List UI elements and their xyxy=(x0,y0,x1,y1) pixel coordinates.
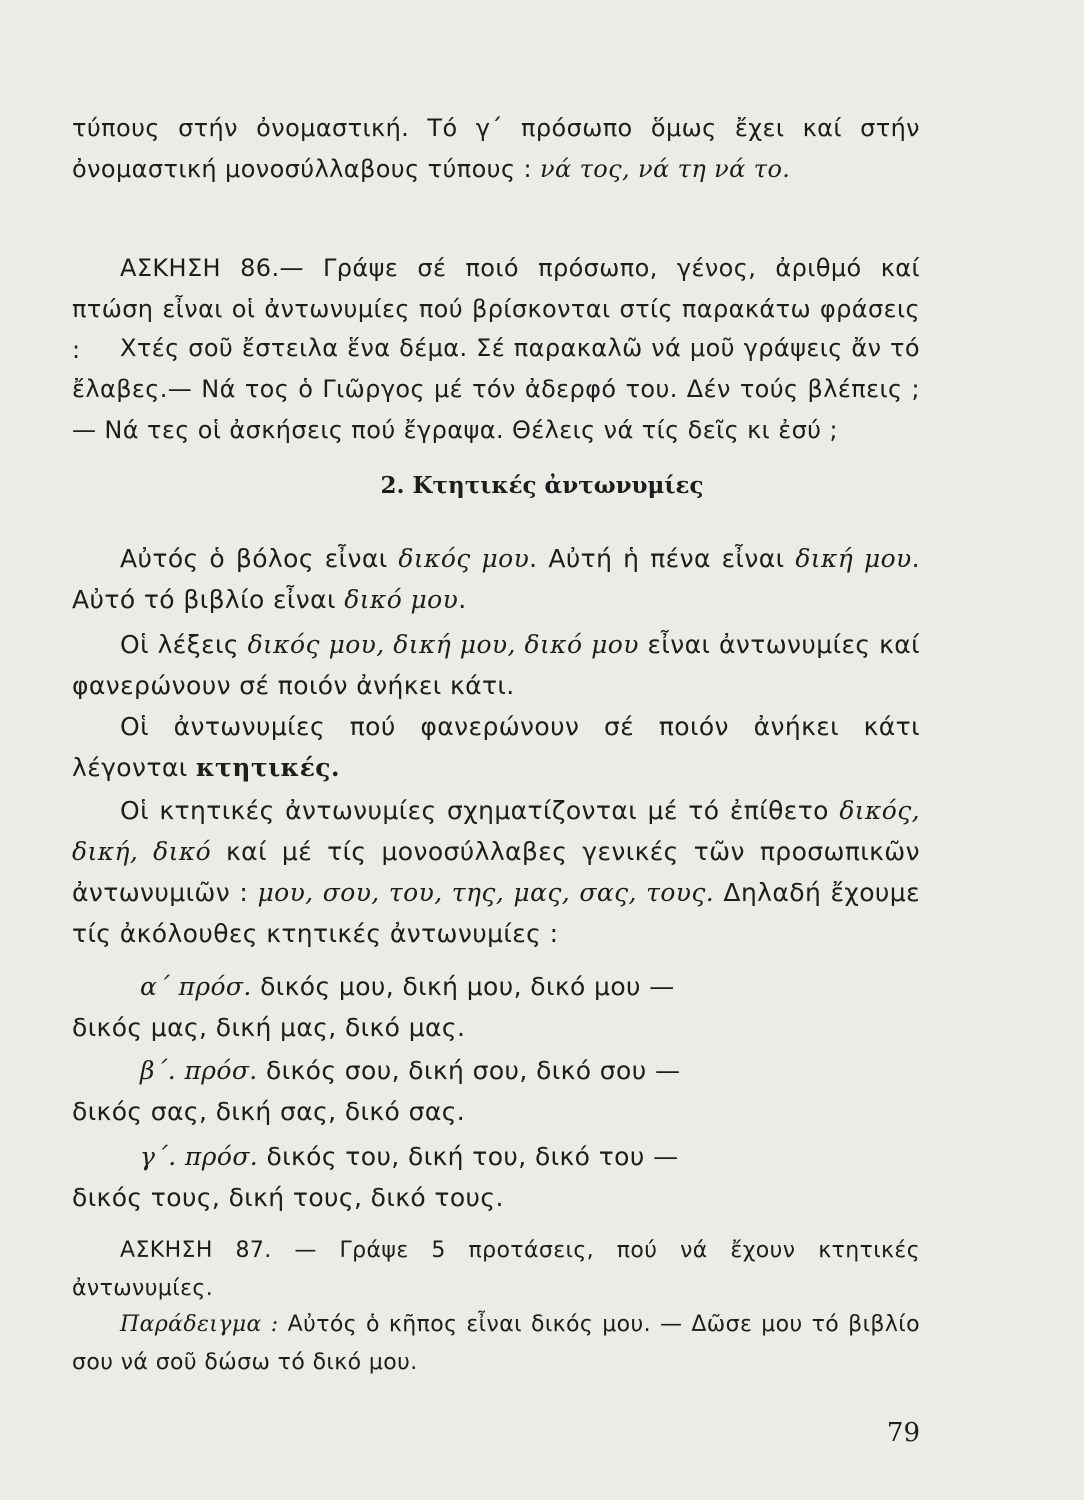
person-label: γ΄. πρόσ. xyxy=(140,1142,259,1171)
exercise-87 xyxy=(72,1232,920,1308)
person-label: β΄. πρόσ. xyxy=(140,1056,258,1085)
formation-paragraph: Οἱ κτητικές ἀντωνυμίες σχηματίζονται μέ τό ἐπίθετο δικός, δική, δικό καί μέ τίς μονοσύλλαβες γενικές τῶν προσωπικῶν ἀντωνυμιῶν : μου, σου, του, της, μας, σας, τους. Δηλαδή ἔχουμε τίς ἀκόλουθες κτητικές ἀντωνυμίες : xyxy=(72,796,920,948)
definition-1: Οἱ λέξεις δικός μου, δική μου, δικό μου εἶναι ἀντωνυμίες καί φανερώνουν σέ ποιόν ἀνήκει κάτι. xyxy=(72,630,920,700)
definition-2: Οἱ ἀντωνυμίες πού φανερώνουν σέ ποιόν ἀνήκει κάτι λέγονται κτητικές. xyxy=(72,712,920,782)
forms-person-1: α΄ πρόσ. δικός μου, δική μου, δικό μου — δικός μας, δική μας, δικό μας. xyxy=(72,972,675,1042)
formation-genitives: μου, σου, του, της, μας, σας, τους. xyxy=(257,878,715,907)
exercise-86-sentences: Χτές σοῦ ἔστειλα ἕνα δέμα. Σέ παρακαλῶ νά μοῦ γράψεις ἄν τό ἔλαβες.— Νά τος ὁ Γιῶργος μέ τόν ἀδερφό του. Δέν τούς βλέπεις ;— Νά τες οἱ ἀσκήσεις πού ἔγραψα. Θέλεις νά τίς δεῖς κι ἐσύ ; xyxy=(72,334,920,444)
example-text: Αὐτός ὁ κῆπος εἶναι δικός μου. — Δῶσε μου τό βιβλίο σου νά σοῦ δώσω τό δικό μου. xyxy=(72,1312,920,1375)
exercise-87-instruction: — Γράψε 5 προτάσεις, πού νά ἔχουν κτητικές ἀντωνυμίες. xyxy=(72,1238,921,1301)
page-number: 79 xyxy=(886,1418,920,1448)
example-diki-mou: δική μου xyxy=(795,544,912,573)
exercise-87-example xyxy=(72,1306,920,1382)
section-heading: 2. Κτητικές ἀντωνυμίες xyxy=(380,472,704,499)
intro-forms: νά τος, νά τη νά το. xyxy=(539,155,791,183)
example-label: Παράδειγμα : xyxy=(120,1312,279,1337)
formation-adjective: δικός, δική, δικό xyxy=(72,796,920,866)
intro-text: τύπους στήν ὀνομαστική. Τό γ΄ πρόσωπο ὅμως ἔχει καί στήν ὀνομαστική μονοσύλλαβους τύπους : xyxy=(72,114,920,183)
exercise-87-label: ΑΣΚΗΣΗ 87. xyxy=(120,1238,272,1263)
example-dikos-mou: δικός μου xyxy=(398,544,530,573)
forms-person-3: γ΄. πρόσ. δικός του, δική του, δικό του — δικός τους, δική τους, δικό τους. xyxy=(72,1142,679,1212)
definition-1-forms: δικός μου, δική μου, δικό μου xyxy=(247,630,639,659)
term-ktitikes: κτητικές. xyxy=(195,753,341,782)
examples-paragraph: Αὐτός ὁ βόλος εἶναι δικός μου. Αὐτή ἡ πένα εἶναι δική μου. Αὐτό τό βιβλίο εἶναι δικό μου. xyxy=(72,544,920,614)
forms-person-2: β΄. πρόσ. δικός σου, δική σου, δικό σου — δικός σας, δική σας, δικό σας. xyxy=(72,1056,681,1126)
person-label: α΄ πρόσ. xyxy=(140,972,252,1001)
example-diko-mou: δικό μου xyxy=(344,585,459,614)
exercise-86-label: ΑΣΚΗΣΗ 86. xyxy=(120,254,280,282)
intro-paragraph xyxy=(72,108,920,190)
exercise-86-instruction: — Γράψε σέ ποιό πρόσωπο, γένος, ἀριθμό καί πτώση εἶναι οἱ ἀντωνυμίες πού βρίσκονται στίς παρακάτω φράσεις : xyxy=(72,254,920,364)
